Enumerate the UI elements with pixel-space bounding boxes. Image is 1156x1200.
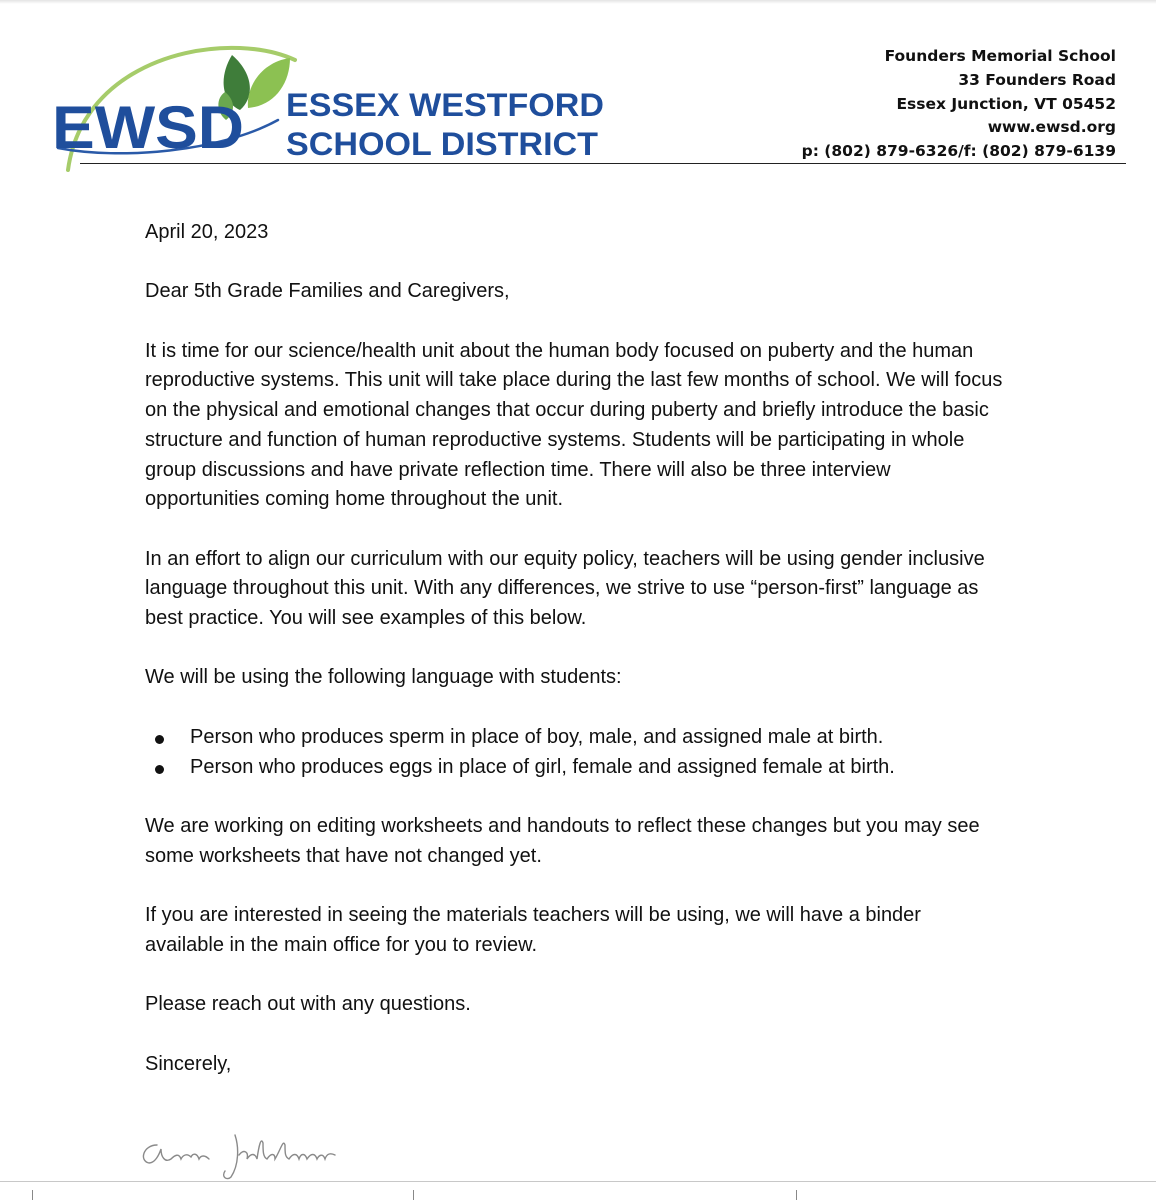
letter-date: April 20, 2023: [145, 221, 269, 243]
leaf-light-icon: [248, 58, 290, 108]
table-cell-border: [32, 1190, 33, 1200]
list-item: [145, 753, 1005, 783]
footer-divider: [0, 1181, 1156, 1182]
letter-closing: Sincerely,: [145, 1052, 232, 1075]
ewsd-logo: [50, 40, 620, 175]
school-website: www.ewsd.org: [987, 118, 1116, 137]
paragraph-equity-policy: In an effort to align our curriculum with our equity policy, teachers will be using gender inclusive language throughout this unit. With any differences, we strive to use “person-first” language as best practice. You will see examples of this below.: [145, 547, 985, 630]
logo-abbrev: EWSD: [52, 94, 245, 161]
paragraph-language-intro: We will be using the following language with students:: [145, 666, 622, 689]
handwritten-signature: [135, 1125, 365, 1185]
bullet-icon: [155, 735, 164, 744]
table-cell-border: [413, 1190, 414, 1200]
school-phone: p: (802) 879-6326/f: (802) 879-6139: [801, 142, 1116, 161]
letter-body: [145, 218, 1005, 1109]
school-street: 33 Founders Road: [958, 70, 1116, 89]
page-top-edge: [0, 0, 1156, 4]
paragraph-binder: If you are interested in seeing the materials teachers will be using, we will have a binder available in the main office for you to review.: [145, 904, 921, 956]
school-city: Essex Junction, VT 05452: [896, 94, 1116, 113]
school-address: [802, 45, 1116, 164]
list-item: [145, 723, 1005, 753]
paragraph-worksheets: We are working on editing worksheets and handouts to reflect these changes but you may see some worksheets that have not changed yet.: [145, 814, 980, 867]
header-divider: [80, 163, 1126, 164]
logo-name-line2: SCHOOL DISTRICT: [286, 126, 599, 162]
paragraph-unit-intro: It is time for our science/health unit about the human body focused on puberty and the human reproductive systems. This unit will take place during the last few months of school. We will focus on the physical and emotional changes that occur during puberty and briefly introduce the basic structure and function of human reproductive systems. Students will be participating in whole group discussions and have private reflection time. There will also be three interview opportunities coming home throughout the unit.: [145, 339, 1003, 511]
language-list: [145, 723, 1005, 782]
school-name: Founders Memorial School: [884, 47, 1116, 65]
paragraph-questions: Please reach out with any questions.: [145, 993, 471, 1016]
logo-name-line1: ESSEX WESTFORD: [286, 87, 604, 123]
letter-salutation: Dear 5th Grade Families and Caregivers,: [145, 280, 510, 303]
list-item-text: Person who produces eggs in place of girl, female and assigned female at birth.: [190, 755, 895, 778]
bullet-icon: [155, 765, 164, 774]
table-cell-border: [796, 1190, 797, 1200]
list-item-text: Person who produces sperm in place of boy, male, and assigned male at birth.: [190, 725, 884, 748]
